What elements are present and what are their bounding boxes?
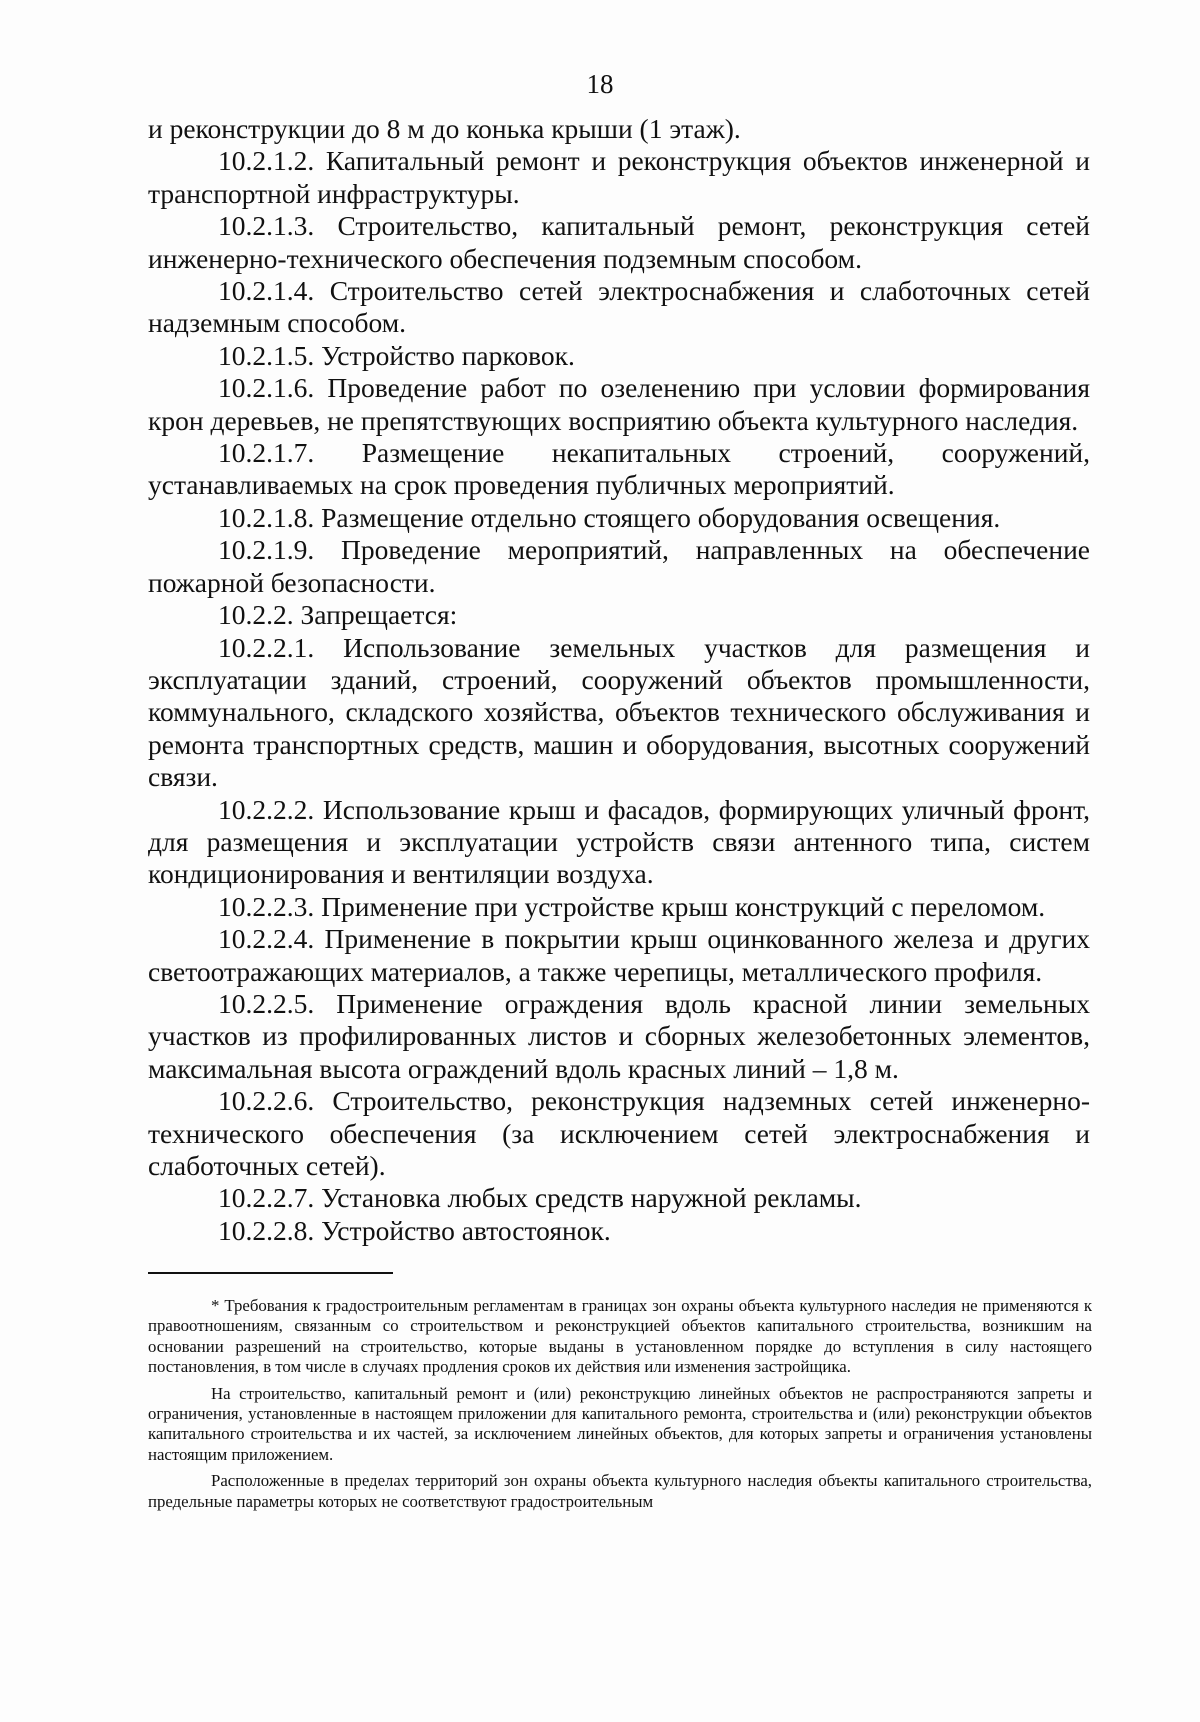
paragraph-10-2-2: 10.2.2. Запрещается:: [218, 599, 458, 631]
paragraph-10-2-2-2: 10.2.2.2. Использование крыш и фасадов, формирующих уличный фронт, для размещения и эксплуатации устройств связи антенного типа, систем кондиционирования и вентиляции воздуха.: [148, 793, 1090, 890]
footnote-2: На строительство, капитальный ремонт и (или) реконструкцию линейных объектов не распространяются запреты и ограничения, установленные в настоящем приложении для капитального ремонта, строительства и (или) реконструкции объектов капитального строительства и их частей, за исключением линейных объектов, для которых запреты и ограничения установлены настоящим приложением.: [148, 1383, 1092, 1464]
paragraph-10-2-1-2: 10.2.1.2. Капитальный ремонт и реконструкция объектов инженерной и транспортной инфраструктуры.: [148, 145, 1090, 209]
paragraph-10-2-1-7: 10.2.1.7. Размещение некапитальных строений, сооружений, устанавливаемых на срок проведения публичных мероприятий.: [148, 437, 1090, 501]
paragraph-10-2-1-5: 10.2.1.5. Устройство парковок.: [218, 339, 575, 371]
paragraph-10-2-2-5: 10.2.2.5. Применение ограждения вдоль красной линии земельных участков из профилированных листов и сборных железобетонных элементов, максимальная высота ограждений вдоль красных линий – 1,8 м.: [148, 987, 1090, 1084]
footnote-3: Расположенные в пределах территорий зон охраны объекта культурного наследия объекты капитального строительства, предельные параметры которых не соответствуют градостроительным: [148, 1471, 1092, 1511]
paragraph-10-2-1-6: 10.2.1.6. Проведение работ по озеленению при условии формирования крон деревьев, не препятствующих восприятию объекта культурного наследия.: [148, 372, 1090, 436]
footnote-separator: [148, 1272, 393, 1274]
paragraph-continuation: и реконструкции до 8 м до конька крыши (1 этаж).: [148, 113, 741, 144]
footnote-1: * Требования к градостроительным регламентам в границах зон охраны объекта культурного наследия не применяются к правоотношениям, связанным со строительством и реконструкцией объектов капитального строительства, возникшим на основании разрешений на строительство, которые выданы в установленном порядке до вступления в силу настоящего постановления, в том числе в случаях продления сроков их действия или изменения застройщика.: [148, 1296, 1092, 1377]
paragraph-10-2-1-4: 10.2.1.4. Строительство сетей электроснабжения и слаботочных сетей надземным способом.: [148, 275, 1090, 339]
paragraph-10-2-2-4: 10.2.2.4. Применение в покрытии крыш оцинкованного железа и других светоотражающих материалов, а также черепицы, металлического профиля.: [148, 923, 1090, 987]
paragraph-10-2-1-9: 10.2.1.9. Проведение мероприятий, направленных на обеспечение пожарной безопасности.: [148, 534, 1090, 598]
footnotes: [148, 1296, 1092, 1522]
paragraph-10-2-2-6: 10.2.2.6. Строительство, реконструкция надземных сетей инженерно-технического обеспечения (за исключением сетей электроснабжения и слаботочных сетей).: [148, 1085, 1090, 1181]
main-text: [148, 113, 1090, 1247]
paragraph-10-2-1-3: 10.2.1.3. Строительство, капитальный ремонт, реконструкция сетей инженерно-технического обеспечения подземным способом.: [148, 210, 1090, 274]
paragraph-10-2-2-1: 10.2.2.1. Использование земельных участков для размещения и эксплуатации зданий, строений, сооружений объектов промышленности, коммунального, складского хозяйства, объектов технического обслуживания и ремонта транспортных средств, машин и оборудования, высотных сооружений связи.: [148, 631, 1090, 793]
paragraph-10-2-2-3: 10.2.2.3. Применение при устройстве крыш конструкций с переломом.: [218, 890, 1046, 922]
page-number: 18: [586, 69, 614, 99]
paragraph-10-2-2-8: 10.2.2.8. Устройство автостоянок.: [218, 1214, 611, 1246]
paragraph-10-2-1-8: 10.2.1.8. Размещение отдельно стоящего оборудования освещения.: [218, 501, 1001, 533]
paragraph-10-2-2-7: 10.2.2.7. Установка любых средств наружной рекламы.: [218, 1182, 862, 1214]
